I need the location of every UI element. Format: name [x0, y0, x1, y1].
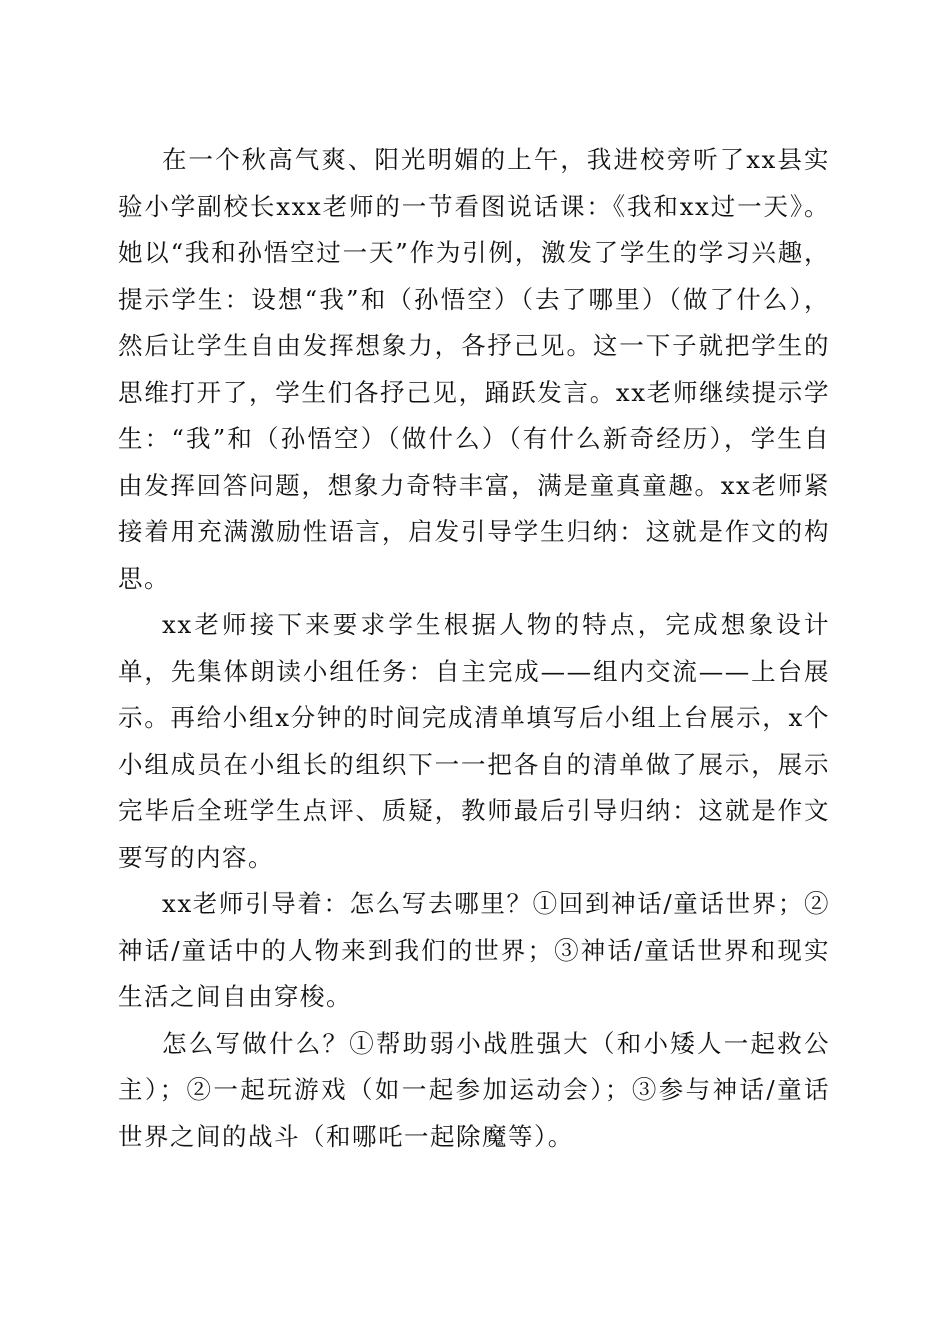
paragraph-1: 在一个秋高气爽、阳光明媚的上午，我进校旁听了xx县实验小学副校长xxx老师的一节看图说话课：《我和xx过一天》。她以“我和孙悟空过一天”作为引例，激发了学生的学习兴趣，提示学生：设想“我”和（孙悟空）（去了哪里）（做了什么），然后让学生自由发挥想象力，各抒己见。这一下子就把学生的思维打开了，学生们各抒己见，踊跃发言。xx老师继续提示学生：“我”和（孙悟空）（做什么）（有什么新奇经历），学生自由发挥回答问题，想象力奇特丰富，满是童真童趣。xx老师紧接着用充满激励性语言，启发引导学生归纳：这就是作文的构思。 [118, 145, 830, 593]
paragraph-2: xx老师接下来要求学生根据人物的特点，完成想象设计单，先集体朗读小组任务：自主完成——组内交流——上台展示。再给小组x分钟的时间完成清单填写后小组上台展示，x个小组成员在小组长的组织下一一把各自的清单做了展示，展示完毕后全班学生点评、质疑，教师最后引导归纳：这就是作文要写的内容。 [118, 610, 830, 872]
paragraph-4: 怎么写做什么？①帮助弱小战胜强大（和小矮人一起救公主）；②一起玩游戏（如一起参加运动会）；③参与神话/童话世界之间的战斗（和哪吒一起除魔等）。 [118, 1028, 830, 1151]
document-body [118, 137, 830, 1160]
paragraph-3: xx老师引导着：怎么写去哪里？①回到神话/童话世界；②神话/童话中的人物来到我们的世界；③神话/童话世界和现实生活之间自由穿梭。 [118, 889, 830, 1011]
